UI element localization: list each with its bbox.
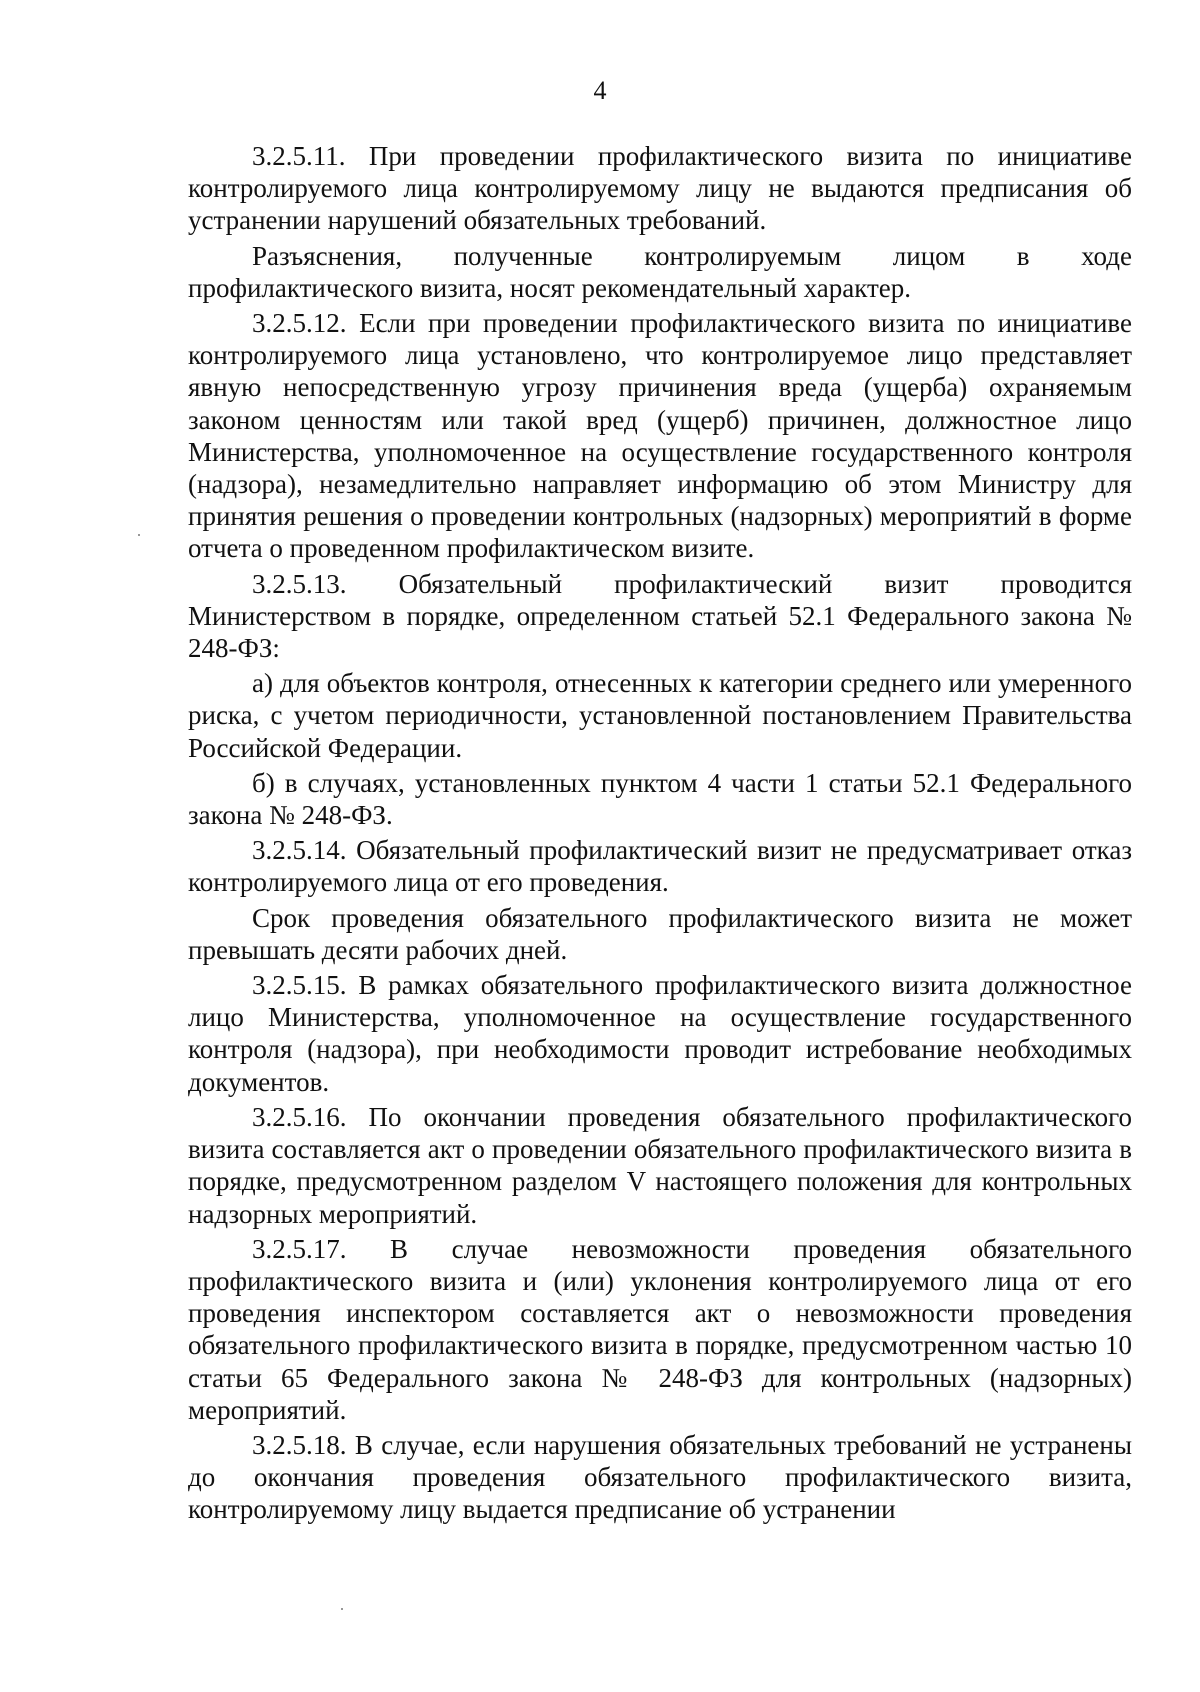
paragraph-item-b: б) в случаях, установленных пунктом 4 части 1 статьи 52.1 Федерального закона № 248-ФЗ. (188, 767, 1132, 831)
paragraph-3-2-5-13: 3.2.5.13. Обязательный профилактический визит проводится Министерством в порядке, определенном статьей 52.1 Федерального закона № 248-ФЗ: (188, 568, 1132, 664)
paragraph-3-2-5-12: 3.2.5.12. Если при проведении профилактического визита по инициативе контролируемого лица установлено, что контролируемое лицо представляет явную непосредственную угрозу причинения вреда (ущерба) охраняемым законом ценностям или такой вред (ущерб) причинен, должностное лицо Министерства, уполномоченное на осуществление государственного контроля (надзора), незамедлительно направляет информацию об этом Министру для принятия решения о проведении контрольных (надзорных) мероприятий в форме отчета о проведенном профилактическом визите. (188, 308, 1132, 564)
paragraph-3-2-5-17: 3.2.5.17. В случае невозможности проведения обязательного профилактического визита и (или) уклонения контролируемого лица от его проведения инспектором составляется акт о невозможности проведения обязательного профилактического визита в порядке, предусмотренном частью 10 статьи 65 Федерального закона № 248-ФЗ для контрольных (надзорных) мероприятий. (188, 1233, 1132, 1425)
paragraph-3-2-5-16: 3.2.5.16. По окончании проведения обязательного профилактического визита составляется акт о проведении обязательного профилактического визита в порядке, предусмотренном разделом V настоящего положения для контрольных надзорных мероприятий. (188, 1101, 1132, 1229)
paragraph-3-2-5-11: 3.2.5.11. При проведении профилактического визита по инициативе контролируемого лица контролируемому лицу не выдаются предписания об устранении нарушений обязательных требований. (188, 141, 1132, 236)
paragraph-3-2-5-14: 3.2.5.14. Обязательный профилактический визит не предусматривает отказ контролируемого лица от его проведения. (188, 835, 1132, 898)
paragraph-3-2-5-15: 3.2.5.15. В рамках обязательного профилактического визита должностное лицо Министерства, уполномоченное на осуществление государственного контроля (надзора), при необходимости проводит истребование необходимых документов. (188, 970, 1132, 1097)
document-body (188, 140, 1132, 1526)
paragraph-3-2-5-18: 3.2.5.18. В случае, если нарушения обязательных требований не устранены до окончания проведения обязательного профилактического визита, контролируемому лицу выдается предписание об устранении (188, 1429, 1132, 1525)
paragraph-clarifications: Разъяснения, полученные контролируемым лицом в ходе профилактического визита, носят рекомендательный характер. (188, 240, 1132, 303)
page-number: 4 (593, 76, 607, 105)
scan-speck (138, 534, 140, 536)
paragraph-item-a: а) для объектов контроля, отнесенных к категории среднего или умеренного риска, с учетом периодичности, установленной постановлением Правительства Российской Федерации. (188, 668, 1132, 763)
scan-speck (341, 1608, 343, 1610)
paragraph-visit-duration: Срок проведения обязательного профилактического визита не может превышать десяти рабочих дней. (188, 902, 1132, 965)
